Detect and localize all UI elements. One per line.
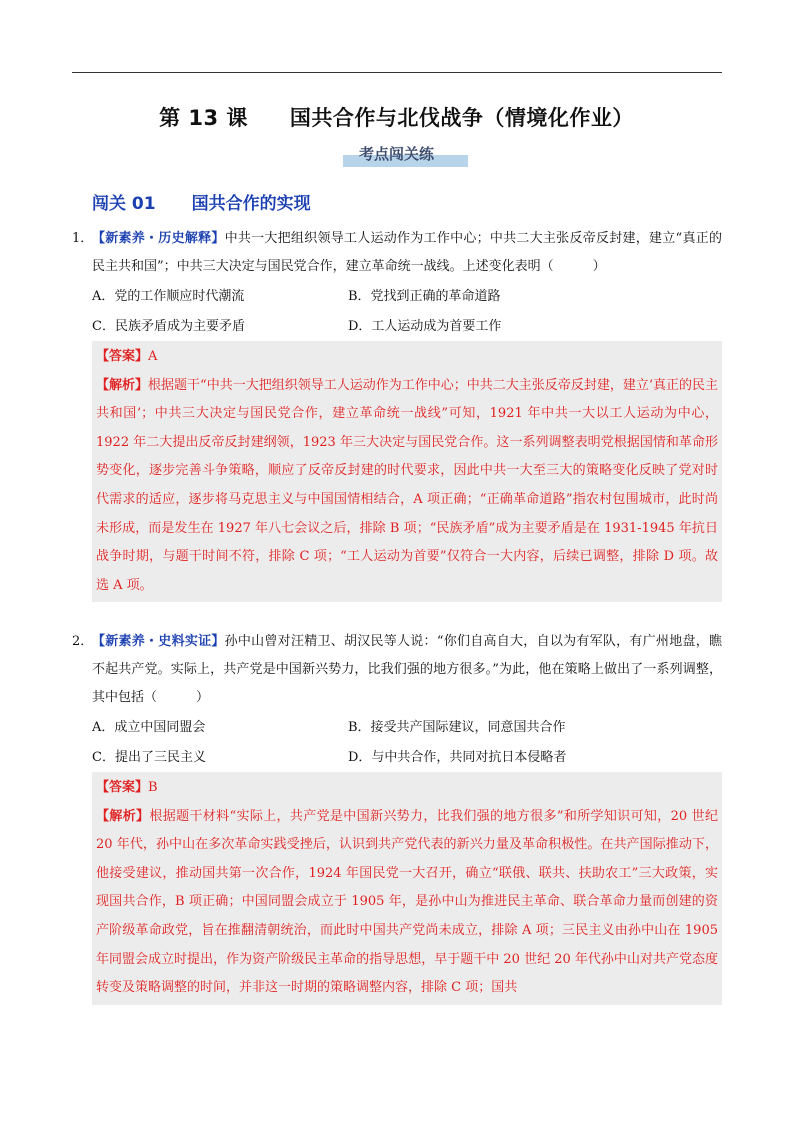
question-2 bbox=[72, 628, 722, 1005]
question-tag: 【新素养・历史解释】 bbox=[92, 231, 225, 246]
answer-line bbox=[96, 774, 718, 803]
option-d: D．工人运动成为首要工作 bbox=[348, 319, 502, 334]
section-heading bbox=[92, 189, 311, 214]
option-c: C．提出了三民主义 bbox=[92, 750, 206, 765]
question-tag: 【新素养・史料实证】 bbox=[92, 634, 225, 649]
header-rule bbox=[72, 72, 722, 73]
answer-box bbox=[92, 772, 722, 1005]
option-b: B．接受共产国际建议，同意国共合作 bbox=[348, 720, 566, 735]
question-stem bbox=[92, 225, 722, 281]
analysis-label: 【解析】 bbox=[96, 808, 150, 824]
answer-value: A bbox=[148, 349, 158, 364]
analysis-block bbox=[96, 803, 718, 1003]
section-label: 闯关 01 bbox=[92, 194, 156, 214]
question-number: 2． bbox=[72, 634, 94, 649]
analysis-text: 根据题干“中共一大把组织领导工人运动作为工作中心；中共二大主张反帝反封建，建立‘真正的民主共和国’；中共三大决定与国民党合作，建立革命统一战线”可知，1921 年中共一大以工人运动为中心，1922 年二大提出反帝反封建纲领，1923 年三大决定与国民党合作。这一系列调整表明党根据国情和革命形势变化，逐步完善斗争策略，顺应了反帝反封建的时代要求，因此中共一大至三大的策略变化反映了党对时代需求的适应，逐步将马克思主义与中国国情相结合，A 项正确；“正确革命道路”指农村包围城市，此时尚未形成，而是发生在 1927 年八七会议之后，排除 B 项；“民族矛盾”成为主要矛盾是在 1931-1945 年抗日战争时期，与题干时间不符，排除 C 项；“工人运动为首要”仅符合一大内容，后续已调整，排除 D 项。故选 A 项。 bbox=[96, 377, 718, 593]
options bbox=[92, 281, 722, 341]
page-title bbox=[0, 102, 793, 132]
answer-label: 【答案】 bbox=[96, 349, 149, 364]
question-stem bbox=[92, 628, 722, 712]
lesson-topic: 国共合作与北伐战争（情境化作业） bbox=[289, 106, 634, 130]
question-1 bbox=[72, 225, 722, 602]
analysis-block bbox=[96, 372, 718, 601]
answer-box bbox=[92, 341, 722, 602]
section-name: 国共合作的实现 bbox=[191, 194, 311, 214]
subtitle-banner: 考点闯关练 bbox=[353, 143, 440, 164]
analysis-label: 【解析】 bbox=[96, 377, 149, 393]
question-number: 1． bbox=[72, 231, 94, 246]
option-d: D．与中共合作，共同对抗日本侵略者 bbox=[348, 750, 567, 765]
option-b: B．党找到正确的革命道路 bbox=[348, 289, 501, 304]
option-c: C．民族矛盾成为主要矛盾 bbox=[92, 319, 245, 334]
answer-value: B bbox=[148, 780, 158, 795]
analysis-text: 根据题干材料“实际上，共产党是中国新兴势力，比我们强的地方很多”和所学知识可知，20 世纪 20 年代，孙中山在多次革命实践受挫后，认识到共产党代表的新兴力量及革命积极性。在共产国际推动下，他接受建议，推动国共第一次合作，1924 年国民党一大召开，确立“联俄、联共、扶助农工”三大政策，实现国共合作，B 项正确；中国同盟会成立于 1905 年，是孙中山为推进民主革命、联合革命力量而创建的资产阶级革命政党，旨在推翻清朝统治，而此时中国共产党尚未成立，排除 A 项；三民主义由孙中山在 1905 年同盟会成立时提出，作为资产阶级民主革命的指导思想，早于题干中 20 世纪 20 年代孙中山对共产党态度转变及策略调整的时间，并非这一时期的策略调整内容，排除 C 项；国共 bbox=[96, 808, 718, 996]
question-text: 中共一大把组织领导工人运动作为工作中心；中共二大主张反帝反封建，建立“真正的民主共和国”；中共三大决定与国民党合作，建立革命统一战线。上述变化表明（ ） bbox=[92, 231, 722, 274]
answer-line bbox=[96, 343, 718, 372]
answer-label: 【答案】 bbox=[96, 780, 149, 795]
lesson-number: 第 13 课 bbox=[159, 106, 248, 130]
question-text: 孙中山曾对汪精卫、胡汉民等人说：“你们自高自大，自以为有军队，有广州地盘，瞧不起共产党。实际上，共产党是中国新兴势力，比我们强的地方很多。”为此，他在策略上做出了一系列调整，其中包括（ ） bbox=[92, 634, 722, 705]
option-a: A．党的工作顺应时代潮流 bbox=[92, 289, 245, 304]
options bbox=[92, 712, 722, 772]
option-a: A．成立中国同盟会 bbox=[92, 720, 206, 735]
